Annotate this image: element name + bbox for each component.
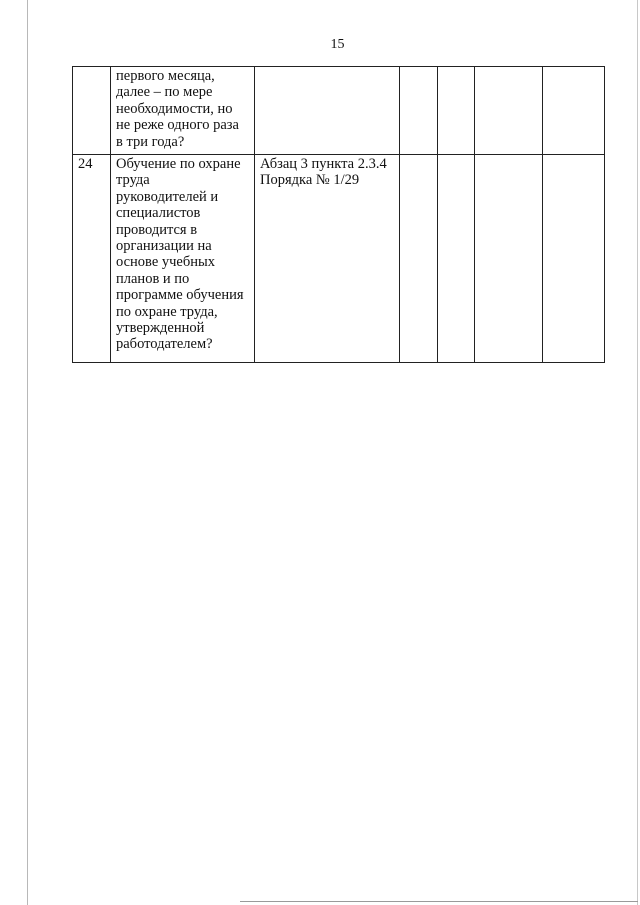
question-cell: Обучение по охране труда руководителей и специалистов проводится в организации на основе учебных планов и по программе обучения по охране труда, утвержденной работодателем? [111,155,255,363]
page-number: 15 [330,37,345,52]
answer-cell [543,155,605,363]
answer-cell [438,155,475,363]
answer-cell [438,67,475,155]
checklist-table [72,66,605,363]
reference-cell: Абзац 3 пункта 2.3.4 Порядка № 1/29 [255,155,400,363]
row-number-cell [73,67,111,155]
reference-cell [255,67,400,155]
scan-edge-left [27,0,28,905]
table-row [73,155,605,363]
answer-cell [400,155,438,363]
scan-edge-right [637,0,638,905]
row-number-cell: 24 [73,155,111,363]
answer-cell [400,67,438,155]
scan-edge-bottom [240,901,638,902]
answer-cell [475,155,543,363]
answer-cell [543,67,605,155]
question-cell: первого месяца, далее – по мере необходимости, но не реже одного раза в три года? [111,67,255,155]
answer-cell [475,67,543,155]
table-row [73,67,605,155]
